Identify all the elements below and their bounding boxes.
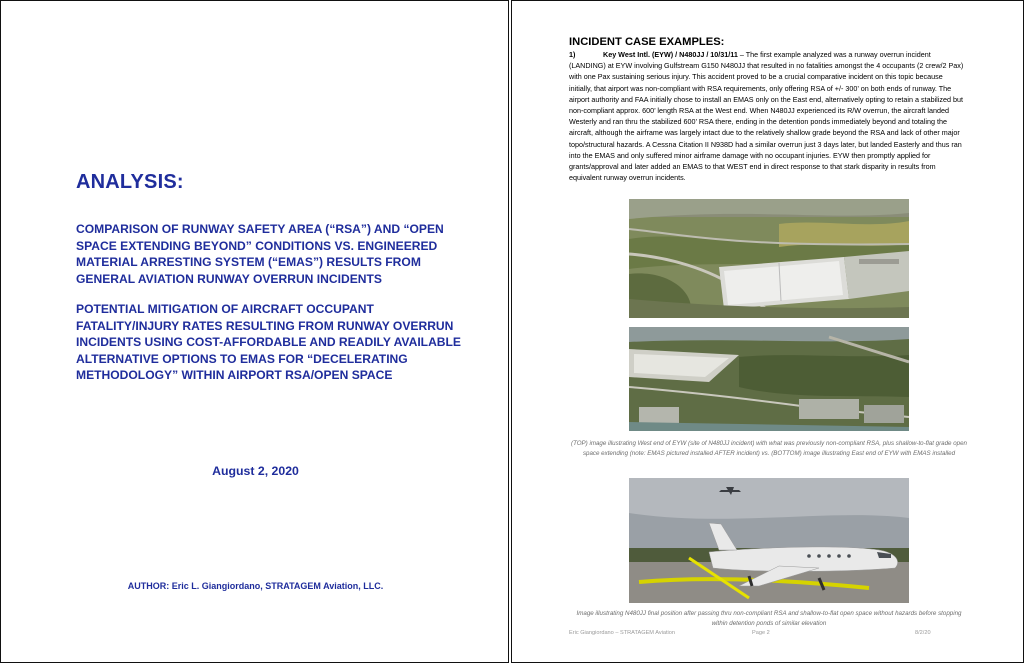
item-body: – The first example analyzed was a runway overrun incident (LANDING) at EYW involving Gulfstream G150 N480JJ that resulted in no fatalities amongst the 4 occupants (2 crew/2 Pax) with one Pax sustaining serious injury. This accident proved to be a crucial comparative incident on this topic because initially, that airport was non-compliant with RSA requirements, only offering RSA of +/- 300’ on both ends of runway. The airport authority and FAA initially chose to install an EMAS only on the East end, alternatively opting to retain a stabilized but non-compliant approx. 600’ length RSA at the West end. When N480JJ experienced its R/W overrun, the aircraft landed Westerly and ran thru the stabilized 600’ RSA there, ending in the detention ponds immediately beyond and totaling the aircraft, although the airframe was largely intact due to the relatively shallow grade beyond the RSA and lack of other major topo/structural hazards. A Cessna Citation II N938D had a similar overrun just 3 days later, but landed Easterly and thus ran into the EMAS and only suffered minor airframe damage with no occupant injuries. EYW then promptly applied for grants/approval and later added an EMAS to that WEST end in direct response to that stark disparity in results from equivalent runway overrun incidents. (569, 50, 964, 183)
case-paragraph (569, 49, 966, 183)
aerial-photo-east-end (629, 327, 909, 431)
footer-author: Eric Giangiordano – STRATAGEM Aviation (569, 630, 676, 636)
content-page (511, 0, 1024, 663)
subtitle-comparison: COMPARISON OF RUNWAY SAFETY AREA (“RSA”) AND “OPEN SPACE EXTENDING BEYOND” CONDITIONS VS. ENGINEERED MATERIAL ARRESTING SYSTEM (“EMAS”) RESULTS FROM GENERAL AVIATION RUNWAY OVERRUN INCIDENTS (76, 222, 444, 286)
aircraft-final-position-photo (629, 478, 909, 603)
author-line: AUTHOR: Eric L. Giangiordano, STRATAGEM Aviation, LLC. (127, 581, 384, 591)
aerial-photo-west-end (629, 199, 909, 318)
section-heading: INCIDENT CASE EXAMPLES: (569, 36, 725, 48)
caption-aerial-images: (TOP) image illustrating West end of EYW (site of N480JJ incident) with what was previously non-compliant RSA, plus shallow-to-flat grade open space extending (note: EMAS pictured installed AFTER incident) vs. (BOTTOM) image illustrating East end of EYW with EMAS installed (571, 440, 967, 457)
footer-page-number: Page 2 (752, 630, 770, 636)
item-number: 1) (569, 50, 576, 59)
footer-date: 8/2/20 (915, 630, 931, 636)
page-title: ANALYSIS: (76, 171, 184, 193)
document-date: August 2, 2020 (212, 464, 299, 478)
caption-aircraft-image: Image illustrating N480JJ final position after passing thru non-compliant RSA and shallow-to-flat open space without hazards before stopping within detention ponds of similar elevation (576, 610, 962, 627)
item-lead: Key West Intl. (EYW) / N480JJ / 10/31/11 (603, 50, 738, 59)
title-page (0, 0, 509, 663)
subtitle-mitigation: POTENTIAL MITIGATION OF AIRCRAFT OCCUPANT FATALITY/INJURY RATES RESULTING FROM RUNWAY OVERRUN INCIDENTS USING COST-AFFORDABLE AND READILY AVAILABLE ALTERNATIVE OPTIONS TO EMAS FOR “DECELERATING METHODOLOGY” WITHIN AIRPORT RSA/OPEN SPACE (76, 302, 461, 382)
